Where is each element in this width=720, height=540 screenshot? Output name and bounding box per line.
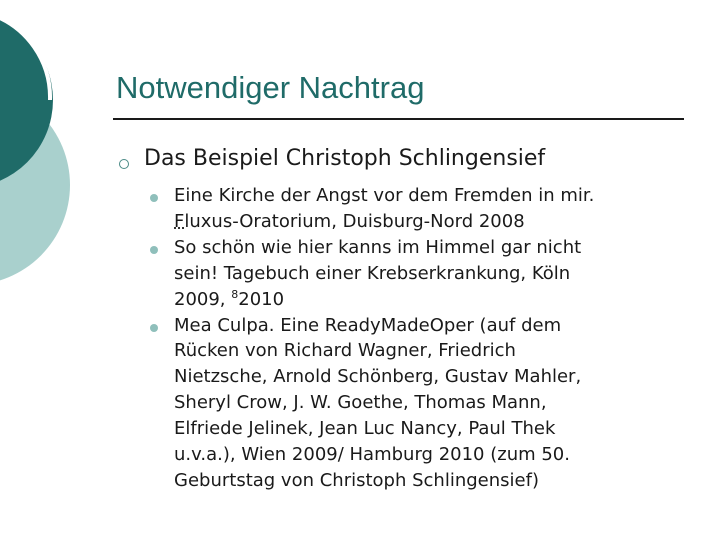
item1-line1: Eine Kirche der Angst vor dem Fremden in mir. (174, 185, 595, 206)
item3-line2: Rücken von Richard Wagner, Friedrich (174, 340, 516, 362)
sub-bullet-item-3 (150, 313, 695, 494)
item3-line5: Elfriede Jelinek, Jean Luc Nancy, Paul Thek (174, 418, 556, 440)
bullet-dot-icon (150, 194, 158, 202)
edition-superscript: 8 (231, 287, 239, 301)
item3-line3: Nietzsche, Arnold Schönberg, Gustav Mahler, (174, 366, 582, 388)
sub-bullet-item-1 (150, 183, 695, 235)
slide-title: Notwendiger Nachtrag (116, 70, 425, 105)
item1-underlined-letter: F (174, 210, 185, 232)
sub-bullet-list (150, 183, 695, 494)
item2-line3 (174, 287, 695, 313)
decorative-circles (0, 0, 120, 300)
item2-line3-pre: 2009, (174, 288, 232, 310)
item3-line6: u.v.a.), Wien 2009/ Hamburg 2010 (zum 50. (174, 444, 570, 466)
item3-line7: Geburtstag von Christoph Schlingensief) (174, 469, 539, 491)
item2-line1: So schön wie hier kanns im Himmel gar nicht (174, 236, 582, 258)
item3-line4: Sheryl Crow, J. W. Goethe, Thomas Mann, (174, 392, 547, 414)
item1-line2 (174, 209, 695, 235)
item1-line2-rest: luxus-Oratorium, Duisburg-Nord 2008 (184, 210, 525, 232)
sub-bullet-item-2 (150, 235, 695, 313)
item3-line1: Mea Culpa. Eine ReadyMadeOper (auf dem (174, 314, 562, 336)
bullet-dot-icon (150, 246, 158, 254)
title-divider (113, 118, 684, 120)
item2-line2: sein! Tagebuch einer Krebserkrankung, Köln (174, 262, 571, 284)
level1-bullet-text: Das Beispiel Christoph Schlingensief (144, 146, 546, 171)
bullet-dot-icon (150, 324, 158, 332)
circle-bullet-icon (119, 159, 129, 169)
item2-line3-post: 2010 (238, 288, 285, 310)
